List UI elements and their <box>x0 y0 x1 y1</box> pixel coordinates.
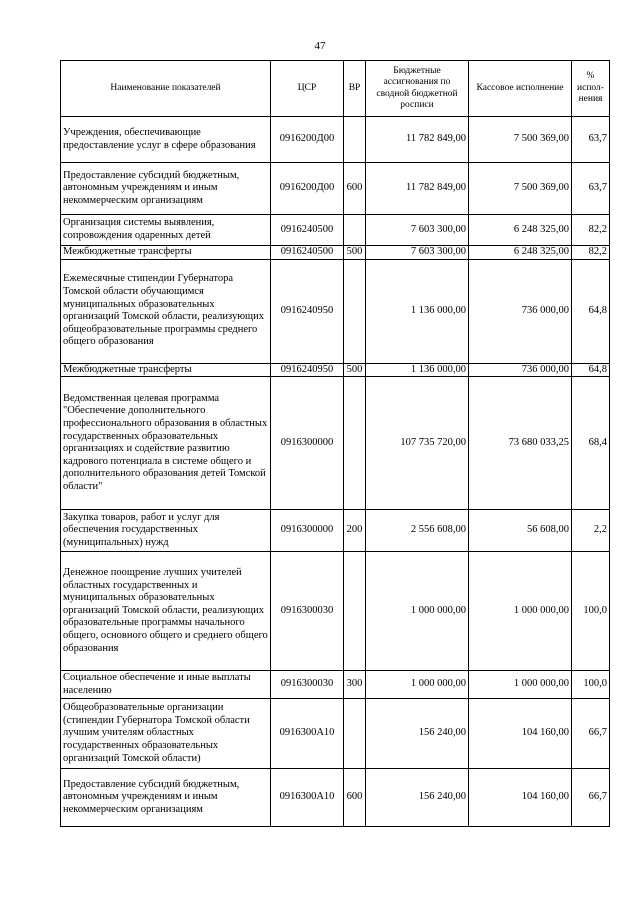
row-percent-cell: 63,7 <box>572 117 610 163</box>
row-budget-cell: 2 556 608,00 <box>366 510 469 552</box>
row-vr-cell: 500 <box>344 363 366 377</box>
row-cash-cell: 104 160,00 <box>469 699 572 769</box>
page-number: 47 <box>314 40 326 52</box>
table-row <box>61 769 610 827</box>
row-name-cell: Организация системы выявления, сопровождения одаренных детей <box>61 215 271 246</box>
row-vr-cell <box>344 117 366 163</box>
row-vr-cell: 300 <box>344 671 366 699</box>
row-budget-cell: 107 735 720,00 <box>366 377 469 510</box>
row-vr-cell <box>344 259 366 363</box>
row-budget-cell: 11 782 849,00 <box>366 117 469 163</box>
row-budget-cell: 7 603 300,00 <box>366 246 469 260</box>
header-csr: ЦСР <box>271 61 344 117</box>
row-csr-cell: 0916200Д00 <box>271 163 344 215</box>
row-name-cell: Общеобразовательные организации (стипендии Губернатора Томской области лучшим учителям областных государственных образовательных организаций Томской области) <box>61 699 271 769</box>
row-csr-cell: 0916300000 <box>271 377 344 510</box>
row-vr-cell <box>344 215 366 246</box>
table-row <box>61 510 610 552</box>
row-cash-cell: 104 160,00 <box>469 769 572 827</box>
table-row <box>61 377 610 510</box>
row-name-cell: Межбюджетные трансферты <box>61 246 271 260</box>
row-csr-cell: 0916240950 <box>271 259 344 363</box>
row-budget-cell: 1 136 000,00 <box>366 363 469 377</box>
table-row <box>61 552 610 671</box>
row-percent-cell: 63,7 <box>572 163 610 215</box>
row-budget-cell: 156 240,00 <box>366 769 469 827</box>
table-row <box>61 363 610 377</box>
row-budget-cell: 156 240,00 <box>366 699 469 769</box>
row-csr-cell: 0916200Д00 <box>271 117 344 163</box>
row-csr-cell: 0916300А10 <box>271 769 344 827</box>
row-cash-cell: 6 248 325,00 <box>469 215 572 246</box>
row-vr-cell <box>344 552 366 671</box>
row-percent-cell: 66,7 <box>572 699 610 769</box>
table-row <box>61 246 610 260</box>
row-csr-cell: 0916300030 <box>271 671 344 699</box>
row-budget-cell: 1 000 000,00 <box>366 671 469 699</box>
row-cash-cell: 56 608,00 <box>469 510 572 552</box>
row-percent-cell: 82,2 <box>572 246 610 260</box>
row-name-cell: Предоставление субсидий бюджетным, автономным учреждениям и иным некоммерческим организациям <box>61 163 271 215</box>
table-row <box>61 215 610 246</box>
row-cash-cell: 736 000,00 <box>469 363 572 377</box>
row-percent-cell: 66,7 <box>572 769 610 827</box>
header-name: Наименование показателей <box>61 61 271 117</box>
row-csr-cell: 0916300А10 <box>271 699 344 769</box>
row-percent-cell: 100,0 <box>572 552 610 671</box>
row-vr-cell <box>344 377 366 510</box>
row-csr-cell: 0916240500 <box>271 246 344 260</box>
row-csr-cell: 0916300030 <box>271 552 344 671</box>
row-vr-cell <box>344 699 366 769</box>
row-percent-cell: 2,2 <box>572 510 610 552</box>
row-cash-cell: 6 248 325,00 <box>469 246 572 260</box>
row-name-cell: Предоставление субсидий бюджетным, автономным учреждениям и иным некоммерческим организациям <box>61 769 271 827</box>
row-cash-cell: 7 500 369,00 <box>469 117 572 163</box>
row-name-cell: Ежемесячные стипендии Губернатора Томской области обучающимся муниципальных образовательных организаций Томской области, реализующих общеобразовательные программы среднего общего образования <box>61 259 271 363</box>
row-vr-cell: 600 <box>344 163 366 215</box>
row-percent-cell: 64,8 <box>572 363 610 377</box>
header-budget: Бюджетные ассигнования по сводной бюджетной росписи <box>366 61 469 117</box>
row-name-cell: Закупка товаров, работ и услуг для обеспечения государственных (муниципальных) нужд <box>61 510 271 552</box>
table-row <box>61 163 610 215</box>
row-name-cell: Межбюджетные трансферты <box>61 363 271 377</box>
row-percent-cell: 82,2 <box>572 215 610 246</box>
header-percent: % испол-нения <box>572 61 610 117</box>
table-row <box>61 259 610 363</box>
row-name-cell: Ведомственная целевая программа "Обеспечение дополнительного профессионального образования в областных государственных образовательных организациях и содействие развитию кадрового потенциала в системе общего и дополнительного образования детей Томской области" <box>61 377 271 510</box>
row-budget-cell: 1 136 000,00 <box>366 259 469 363</box>
row-cash-cell: 73 680 033,25 <box>469 377 572 510</box>
row-budget-cell: 11 782 849,00 <box>366 163 469 215</box>
row-cash-cell: 736 000,00 <box>469 259 572 363</box>
table-row <box>61 699 610 769</box>
row-name-cell: Социальное обеспечение и иные выплаты населению <box>61 671 271 699</box>
table-header-row <box>61 61 610 117</box>
row-percent-cell: 64,8 <box>572 259 610 363</box>
row-csr-cell: 0916240950 <box>271 363 344 377</box>
row-percent-cell: 100,0 <box>572 671 610 699</box>
row-name-cell: Учреждения, обеспечивающие предоставление услуг в сфере образования <box>61 117 271 163</box>
header-vr: ВР <box>344 61 366 117</box>
row-vr-cell: 200 <box>344 510 366 552</box>
table-row <box>61 671 610 699</box>
row-vr-cell: 500 <box>344 246 366 260</box>
row-cash-cell: 1 000 000,00 <box>469 552 572 671</box>
row-budget-cell: 1 000 000,00 <box>366 552 469 671</box>
header-cash: Кассовое исполнение <box>469 61 572 117</box>
row-csr-cell: 0916300000 <box>271 510 344 552</box>
row-cash-cell: 7 500 369,00 <box>469 163 572 215</box>
row-vr-cell: 600 <box>344 769 366 827</box>
row-csr-cell: 0916240500 <box>271 215 344 246</box>
row-cash-cell: 1 000 000,00 <box>469 671 572 699</box>
budget-execution-table <box>60 60 610 827</box>
table-row <box>61 117 610 163</box>
row-percent-cell: 68,4 <box>572 377 610 510</box>
row-name-cell: Денежное поощрение лучших учителей областных государственных и муниципальных образовательных организаций Томской области, реализующих образовательные программы начального общего, основного общего и среднего общего образования <box>61 552 271 671</box>
row-budget-cell: 7 603 300,00 <box>366 215 469 246</box>
